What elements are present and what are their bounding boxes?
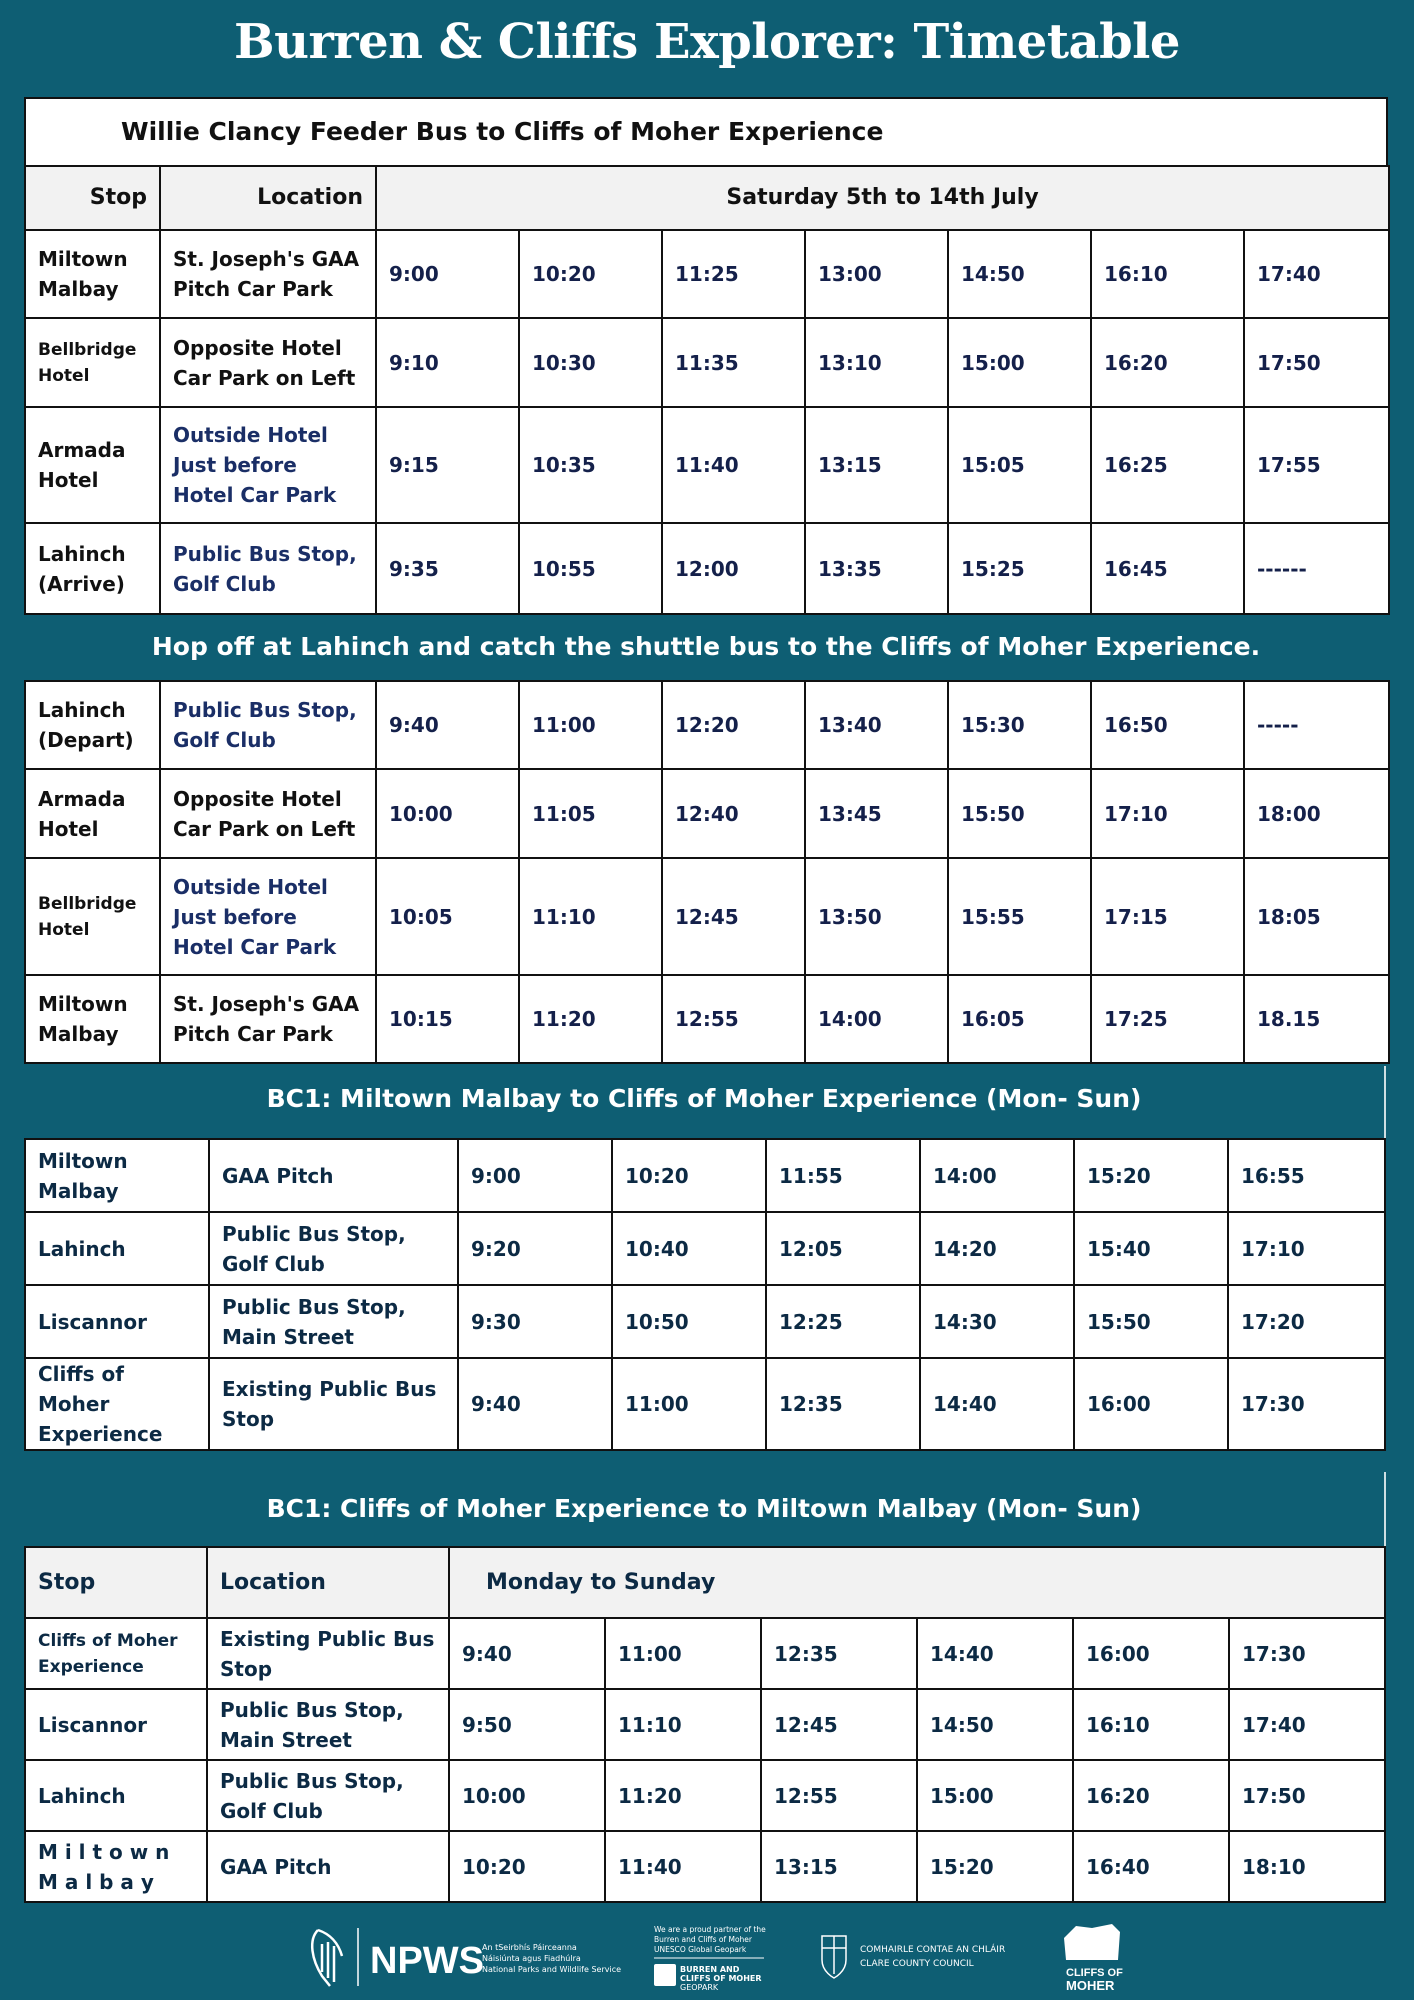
departure-time: 11:10 [519, 858, 662, 975]
departure-time: 11:00 [519, 681, 662, 769]
departure-time: 14:40 [920, 1358, 1074, 1450]
departure-time: 10:00 [449, 1760, 605, 1831]
departure-time: 16:20 [1091, 318, 1244, 407]
stop-location: Public Bus Stop, Golf Club [207, 1760, 449, 1831]
stop-name: Miltown Malbay [25, 975, 160, 1063]
departure-time: 10:50 [612, 1285, 766, 1358]
departure-time: 15:20 [917, 1831, 1073, 1902]
bc1-ret-rows [25, 1618, 1385, 1902]
bc1-ret-header-row [25, 1547, 1385, 1618]
feeder-outbound-table [24, 165, 1390, 615]
stop-location: St. Joseph's GAA Pitch Car Park [160, 230, 376, 318]
table-row [25, 407, 1389, 523]
departure-time: 12:05 [766, 1212, 920, 1285]
table-row [25, 1831, 1385, 1902]
stop-name: Miltown Malbay [25, 230, 160, 318]
departure-time: 9:15 [376, 407, 519, 523]
departure-time: 16:00 [1074, 1358, 1228, 1450]
departure-time: 18.15 [1244, 975, 1389, 1063]
bc1-out-heading-text: BC1: Miltown Malbay to Cliffs of Moher Experience (Mon- Sun) [266, 1084, 1142, 1113]
departure-time: 15:25 [948, 523, 1091, 614]
departure-time: 15:50 [948, 769, 1091, 858]
departure-time: 15:00 [917, 1760, 1073, 1831]
partner-line-3: UNESCO Global Geopark [654, 1945, 747, 1954]
table-row [25, 1760, 1385, 1831]
departure-time: 13:35 [805, 523, 948, 614]
departure-time: 15:55 [948, 858, 1091, 975]
table-row [25, 975, 1389, 1063]
hop-off-note: Hop off at Lahinch and catch the shuttle bus to the Cliffs of Moher Experience. [24, 615, 1388, 680]
stop-name: Cliffs of Moher Experience [25, 1618, 207, 1689]
table-row [25, 681, 1389, 769]
departure-time: 17:25 [1091, 975, 1244, 1063]
geopark-line-1: BURREN AND [680, 1965, 740, 1974]
departure-time: 17:40 [1244, 230, 1389, 318]
stop-name: Armada Hotel [25, 769, 160, 858]
departure-time: 18:10 [1229, 1831, 1385, 1902]
departure-time: 9:20 [458, 1212, 612, 1285]
departure-time: 16:20 [1073, 1760, 1229, 1831]
departure-time: ----- [1244, 681, 1389, 769]
departure-time: 10:20 [612, 1139, 766, 1212]
table-row [25, 1618, 1385, 1689]
departure-time: 9:00 [458, 1139, 612, 1212]
stop-name: Lahinch [25, 1760, 207, 1831]
departure-time: 16:45 [1091, 523, 1244, 614]
feeder-return-rows [25, 681, 1389, 1063]
departure-time: 11:55 [766, 1139, 920, 1212]
cliffs-icon [1064, 1924, 1120, 1960]
stop-location: St. Joseph's GAA Pitch Car Park [160, 975, 376, 1063]
stop-location: Outside Hotel Just before Hotel Car Park [160, 858, 376, 975]
departure-time: 9:40 [449, 1618, 605, 1689]
stop-location: Existing Public Bus Stop [209, 1358, 458, 1450]
stop-location: Existing Public Bus Stop [207, 1618, 449, 1689]
feeder-timetable [24, 97, 1388, 1064]
feeder-caption: Willie Clancy Feeder Bus to Cliffs of Moher Experience [24, 97, 1388, 165]
npws-logo-text: NPWS [370, 1940, 484, 1982]
departure-time: 12:45 [761, 1689, 917, 1760]
departure-time: 13:00 [805, 230, 948, 318]
stop-location: Public Bus Stop, Golf Club [160, 523, 376, 614]
departure-time: 9:40 [376, 681, 519, 769]
departure-time: ------ [1244, 523, 1389, 614]
departure-time: 12:35 [761, 1618, 917, 1689]
departure-time: 11:10 [605, 1689, 761, 1760]
departure-time: 17:30 [1229, 1618, 1385, 1689]
table-row [25, 1358, 1385, 1450]
departure-time: 16:50 [1091, 681, 1244, 769]
departure-time: 9:10 [376, 318, 519, 407]
departure-time: 13:50 [805, 858, 948, 975]
npws-sub-2: Náisiúnta agus Fiadhúlra [482, 1954, 581, 1963]
departure-time: 13:10 [805, 318, 948, 407]
stop-name: Liscannor [25, 1689, 207, 1760]
departure-time: 11:20 [605, 1760, 761, 1831]
departure-time: 13:40 [805, 681, 948, 769]
table-row [25, 769, 1389, 858]
departure-time: 15:00 [948, 318, 1091, 407]
departure-time: 12:35 [766, 1358, 920, 1450]
table-row [25, 858, 1389, 975]
bc1-out-rows [25, 1139, 1385, 1450]
table-row [25, 1689, 1385, 1760]
departure-time: 17:50 [1229, 1760, 1385, 1831]
departure-time: 15:05 [948, 407, 1091, 523]
stop-name: Liscannor [25, 1285, 209, 1358]
departure-time: 9:35 [376, 523, 519, 614]
departure-time: 9:40 [458, 1358, 612, 1450]
partner-line-2: Burren and Cliffs of Moher [654, 1935, 753, 1944]
stop-location: Opposite Hotel Car Park on Left [160, 318, 376, 407]
table-row [25, 1285, 1385, 1358]
departure-time: 11:00 [612, 1358, 766, 1450]
partner-line-1: We are a proud partner of the [654, 1925, 766, 1934]
stop-location: Outside Hotel Just before Hotel Car Park [160, 407, 376, 523]
stop-location: GAA Pitch [209, 1139, 458, 1212]
stop-location: Public Bus Stop, Main Street [207, 1689, 449, 1760]
stop-location: Opposite Hotel Car Park on Left [160, 769, 376, 858]
geopark-icon [654, 1964, 676, 1986]
stop-location: GAA Pitch [207, 1831, 449, 1902]
departure-time: 10:55 [519, 523, 662, 614]
departure-time: 16:10 [1091, 230, 1244, 318]
bc1-out-heading [24, 1066, 1384, 1138]
departure-time: 10:20 [449, 1831, 605, 1902]
bc1-out-table [24, 1138, 1386, 1451]
departure-time: 14:00 [920, 1139, 1074, 1212]
departure-time: 17:15 [1091, 858, 1244, 975]
council-irish: COMHAIRLE CONTAE AN CHLÁIR [860, 1945, 1006, 1955]
stop-location: Public Bus Stop, Golf Club [160, 681, 376, 769]
page-title: Burren & Cliffs Explorer: Timetable [234, 14, 1180, 70]
departure-time: 11:40 [662, 407, 805, 523]
stop-name: Lahinch (Depart) [25, 681, 160, 769]
stop-name: Lahinch [25, 1212, 209, 1285]
bc1-ret-timetable [24, 1546, 1384, 1903]
stop-name: Cliffs of Moher Experience [25, 1358, 209, 1450]
departure-time: 13:45 [805, 769, 948, 858]
departure-time: 16:05 [948, 975, 1091, 1063]
departure-time: 14:50 [948, 230, 1091, 318]
departure-time: 18:05 [1244, 858, 1389, 975]
departure-time: 14:00 [805, 975, 948, 1063]
departure-time: 17:40 [1229, 1689, 1385, 1760]
table-row [25, 318, 1389, 407]
departure-time: 12:45 [662, 858, 805, 975]
departure-time: 15:40 [1074, 1212, 1228, 1285]
header-stop: Stop [25, 1547, 207, 1618]
feeder-return-table [24, 680, 1390, 1064]
divider [1384, 1472, 1386, 1546]
departure-time: 11:35 [662, 318, 805, 407]
departure-time: 11:20 [519, 975, 662, 1063]
footer-art [0, 1916, 1414, 2000]
departure-time: 17:50 [1244, 318, 1389, 407]
stop-name: Armada Hotel [25, 407, 160, 523]
table-row [25, 523, 1389, 614]
departure-time: 14:50 [917, 1689, 1073, 1760]
stop-name: Miltown Malbay [25, 1139, 209, 1212]
departure-time: 12:55 [761, 1760, 917, 1831]
departure-time: 10:15 [376, 975, 519, 1063]
header-stop: Stop [25, 166, 160, 230]
departure-time: 11:25 [662, 230, 805, 318]
departure-time: 17:30 [1228, 1358, 1385, 1450]
geopark-line-3: GEOPARK [680, 1983, 719, 1992]
stop-name: M i l t o w n M a l b a y [25, 1831, 207, 1902]
feeder-outbound-rows [25, 230, 1389, 614]
departure-time: 13:15 [761, 1831, 917, 1902]
departure-time: 10:40 [612, 1212, 766, 1285]
departure-time: 9:00 [376, 230, 519, 318]
departure-time: 17:20 [1228, 1285, 1385, 1358]
stop-name: Bellbridge Hotel [25, 318, 160, 407]
departure-time: 12:20 [662, 681, 805, 769]
departure-time: 14:40 [917, 1618, 1073, 1689]
departure-time: 10:30 [519, 318, 662, 407]
departure-time: 12:25 [766, 1285, 920, 1358]
departure-time: 10:00 [376, 769, 519, 858]
table-row [25, 1139, 1385, 1212]
departure-time: 17:10 [1091, 769, 1244, 858]
departure-time: 16:40 [1073, 1831, 1229, 1902]
departure-time: 9:50 [449, 1689, 605, 1760]
departure-time: 11:00 [605, 1618, 761, 1689]
departure-time: 11:40 [605, 1831, 761, 1902]
stop-name: Lahinch (Arrive) [25, 523, 160, 614]
departure-time: 17:10 [1228, 1212, 1385, 1285]
harp-icon [312, 1930, 342, 1986]
cliffs-line-2: MOHER [1066, 1978, 1115, 1993]
bc1-ret-table [24, 1546, 1386, 1903]
stop-location: Public Bus Stop, Main Street [209, 1285, 458, 1358]
departure-time: 12:55 [662, 975, 805, 1063]
bc1-out-timetable [24, 1138, 1384, 1451]
geopark-line-2: CLIFFS OF MOHER [680, 1974, 762, 1983]
divider [1384, 1066, 1386, 1138]
departure-time: 14:30 [920, 1285, 1074, 1358]
departure-time: 12:00 [662, 523, 805, 614]
council-crest-icon [822, 1936, 846, 1978]
table-row [25, 230, 1389, 318]
departure-time: 18:00 [1244, 769, 1389, 858]
header-dates: Saturday 5th to 14th July [376, 166, 1389, 230]
departure-time: 12:40 [662, 769, 805, 858]
departure-time: 16:00 [1073, 1618, 1229, 1689]
bc1-ret-heading-text: BC1: Cliffs of Moher Experience to Miltown Malbay (Mon- Sun) [266, 1494, 1142, 1523]
stop-name: Bellbridge Hotel [25, 858, 160, 975]
header-days: Monday to Sunday [449, 1547, 1385, 1618]
departure-time: 17:55 [1244, 407, 1389, 523]
bc1-ret-heading [24, 1472, 1384, 1546]
departure-time: 9:30 [458, 1285, 612, 1358]
departure-time: 14:20 [920, 1212, 1074, 1285]
cliffs-line-1: CLIFFS OF [1066, 1967, 1123, 1979]
footer-logos [0, 1916, 1414, 2000]
npws-sub-1: An tSeirbhís Páirceanna [482, 1943, 577, 1952]
departure-time: 16:55 [1228, 1139, 1385, 1212]
departure-time: 10:35 [519, 407, 662, 523]
departure-time: 11:05 [519, 769, 662, 858]
departure-time: 13:15 [805, 407, 948, 523]
table-row [25, 1212, 1385, 1285]
departure-time: 16:10 [1073, 1689, 1229, 1760]
departure-time: 15:30 [948, 681, 1091, 769]
council-english: CLARE COUNTY COUNCIL [860, 1959, 974, 1969]
stop-location: Public Bus Stop, Golf Club [209, 1212, 458, 1285]
npws-sub-3: National Parks and Wildlife Service [482, 1965, 622, 1974]
header-location: Location [207, 1547, 449, 1618]
departure-time: 15:20 [1074, 1139, 1228, 1212]
feeder-header-row [25, 166, 1389, 230]
departure-time: 15:50 [1074, 1285, 1228, 1358]
departure-time: 10:20 [519, 230, 662, 318]
header-location: Location [160, 166, 376, 230]
departure-time: 10:05 [376, 858, 519, 975]
departure-time: 16:25 [1091, 407, 1244, 523]
